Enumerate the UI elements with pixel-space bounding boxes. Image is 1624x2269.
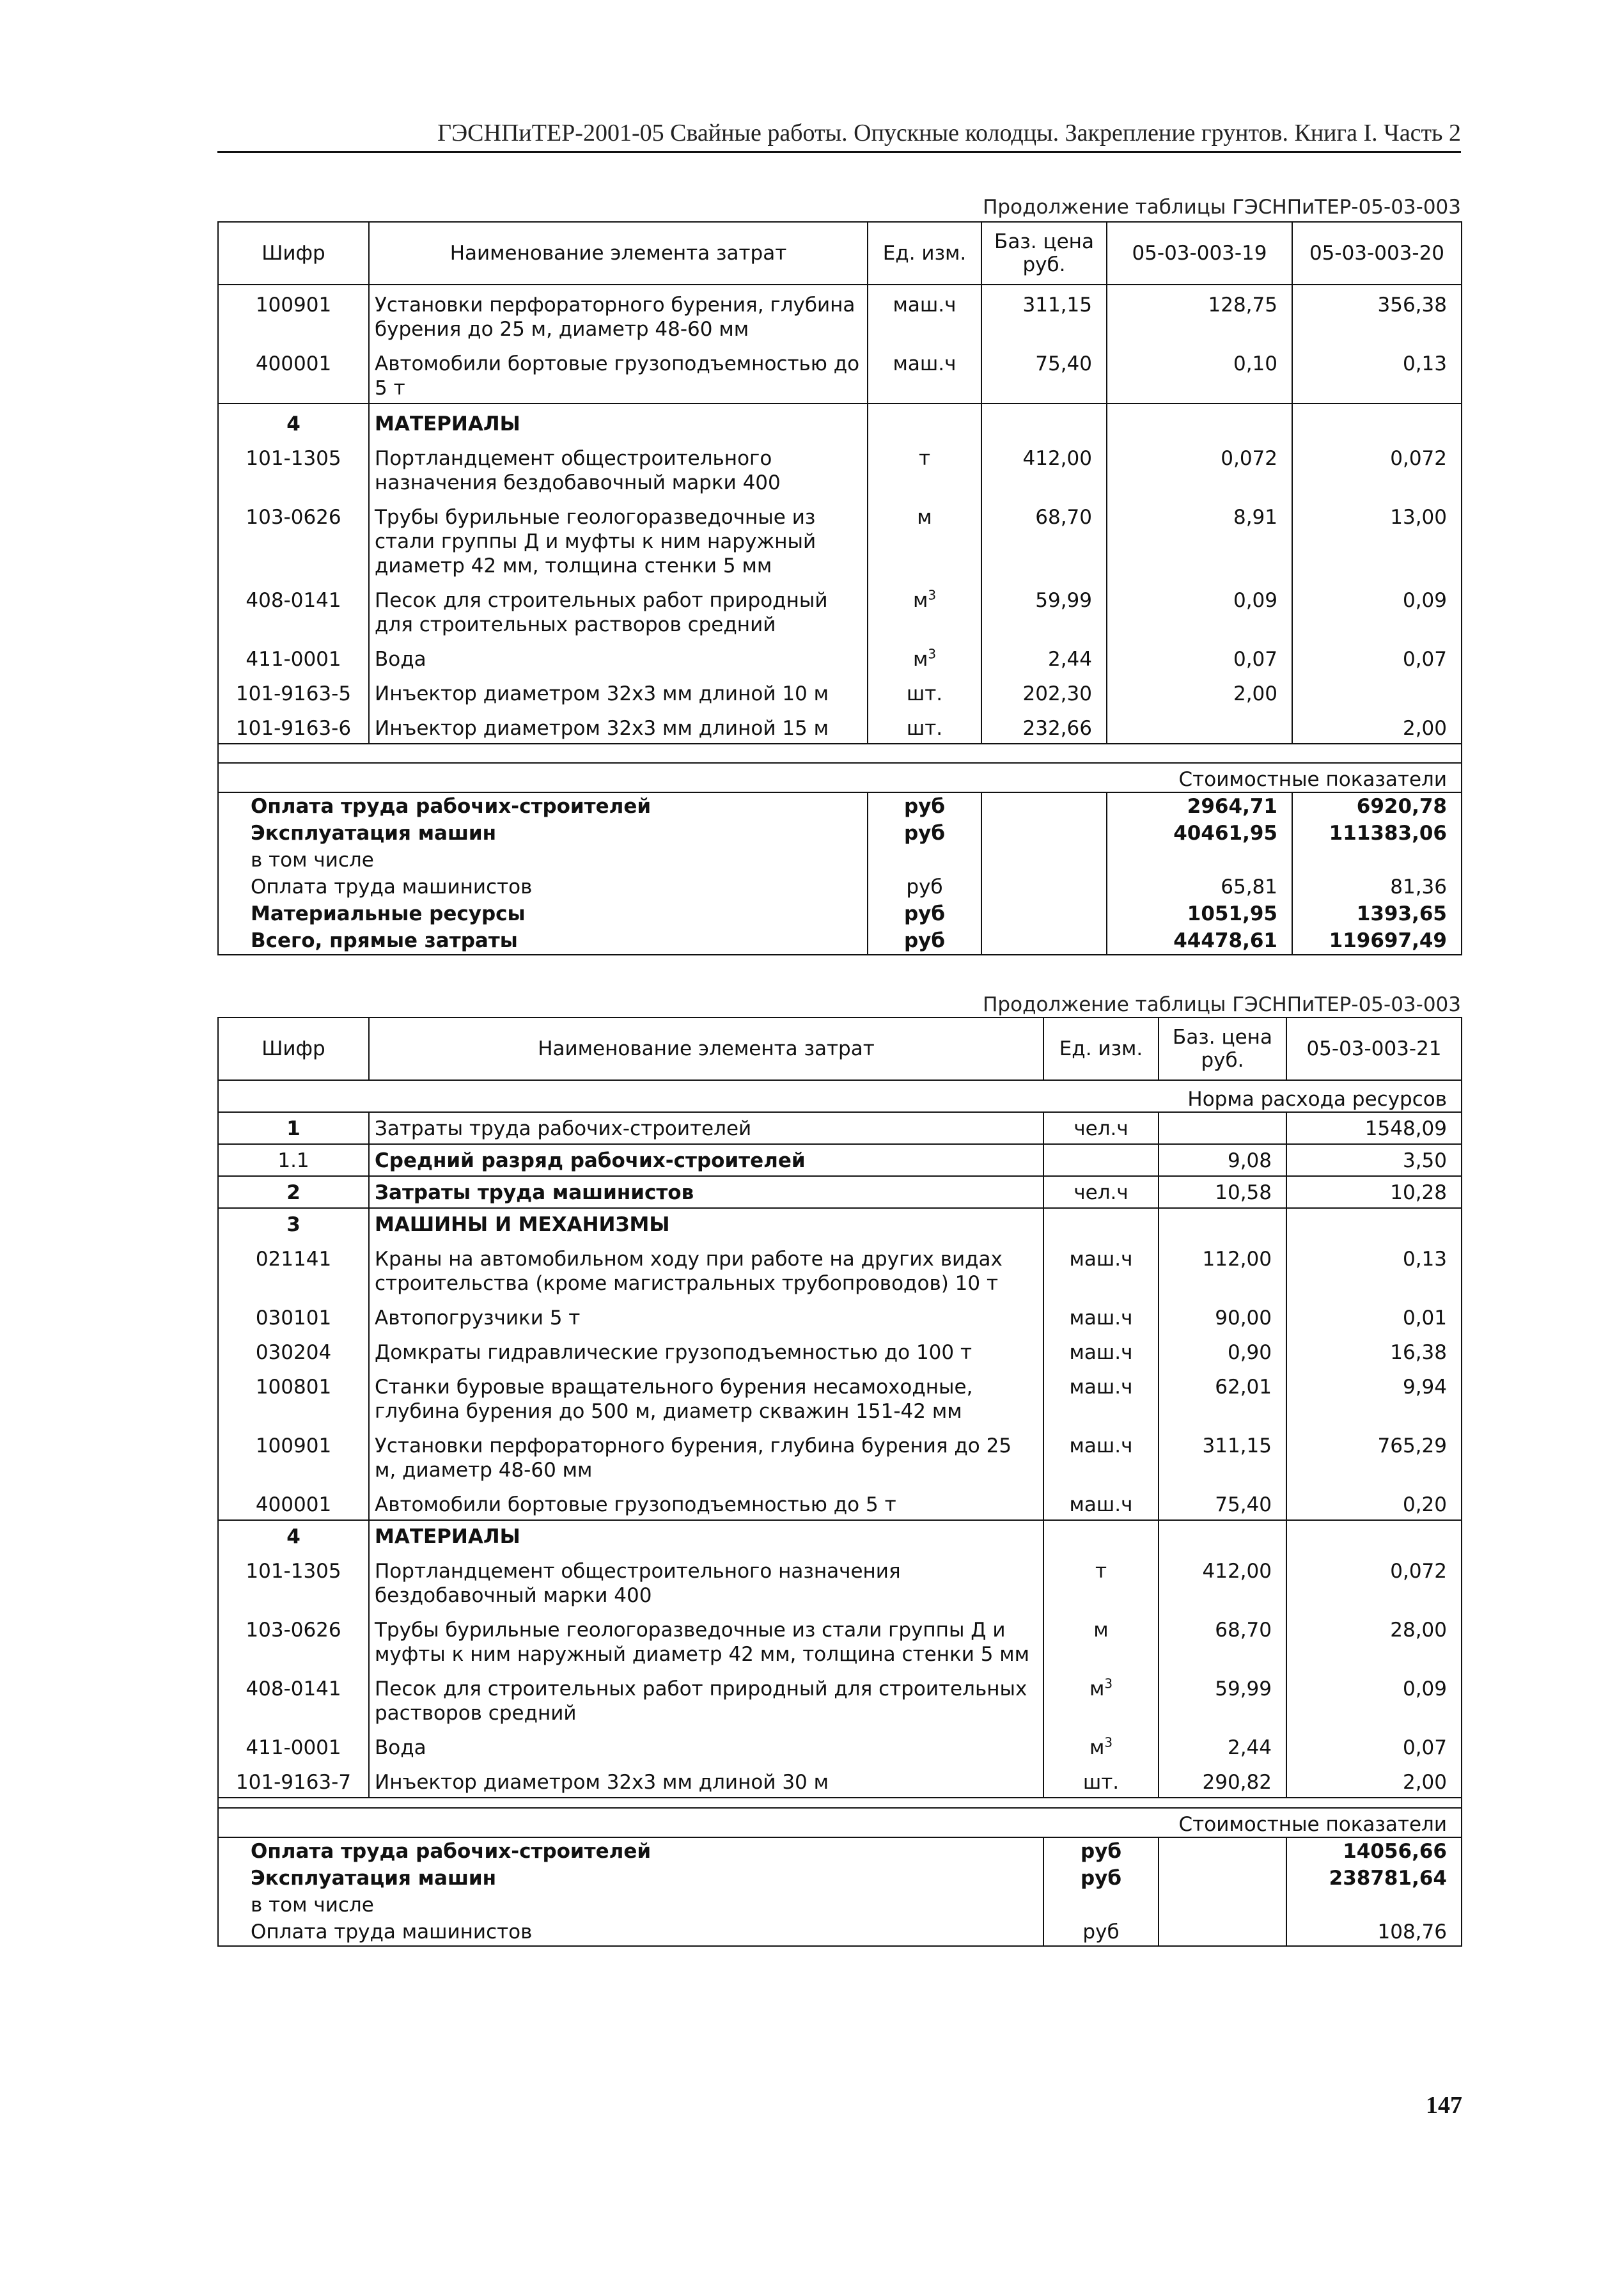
table-row [218,1426,1462,1485]
section-row [218,1520,1462,1551]
row-name: Портландцемент общестроительного назначения бездобавочный марки 400 [369,1551,1043,1610]
cost-value-2: 119697,49 [1292,927,1462,955]
row-value-1: 28,00 [1286,1610,1462,1669]
row-name: Инъектор диаметром 32х3 мм длиной 15 м [369,709,868,744]
cost-unit: руб [1043,1837,1159,1865]
col-header-price: Баз. цена руб. [981,222,1107,285]
row-value-1: 128,75 [1107,285,1292,344]
row-price: 2,44 [981,640,1107,674]
row-price: 68,70 [1159,1610,1286,1669]
table2-caption: Продолжение таблицы ГЭСНПиТЕР-05-03-003 [983,993,1461,1016]
table-row [218,285,1462,344]
row-unit: шт. [1043,1763,1159,1798]
row-price: 112,00 [1159,1239,1286,1298]
cost-heading-row [218,763,1462,792]
row-value-2 [1292,674,1462,709]
row-unit: шт. [868,709,981,744]
norm-heading: Норма расхода ресурсов [218,1080,1462,1112]
row-value-2: 13,00 [1292,498,1462,581]
row-unit: чел.ч [1043,1176,1159,1208]
row-name: Трубы бурильные геологоразведочные из стали группы Д и муфты к ним наружный диаметр 42 мм, толщина стенки 5 мм [369,1610,1043,1669]
header-rule [217,151,1461,153]
table-row [218,1176,1462,1208]
row-value-1: 2,00 [1107,674,1292,709]
row-value-2: 0,072 [1292,439,1462,498]
cost-unit: руб [868,900,981,927]
row-name: Домкраты гидравлические грузоподъемностью до 100 т [369,1333,1043,1367]
cost-row [218,874,1462,900]
row-unit: т [868,439,981,498]
table-row [218,498,1462,581]
row-value-1: 0,072 [1107,439,1292,498]
row-name: Автомобили бортовые грузоподъемностью до 5 т [369,344,868,404]
cost-label: в том числе [218,847,868,874]
row-value-2: 2,00 [1292,709,1462,744]
row-unit: чел.ч [1043,1112,1159,1144]
row-unit: т [1043,1551,1159,1610]
row-name: Инъектор диаметром 32х3 мм длиной 30 м [369,1763,1043,1798]
row-price: 75,40 [1159,1485,1286,1520]
table-row [218,1112,1462,1144]
page-number: 147 [1426,2092,1462,2119]
row-value-1: 16,38 [1286,1333,1462,1367]
row-name: Вода [369,640,868,674]
row-value-1: 0,13 [1286,1239,1462,1298]
cost-label: Материальные ресурсы [218,900,868,927]
col-header-norm-20: 05-03-003-20 [1292,222,1462,285]
table-row [218,1333,1462,1367]
row-name: Краны на автомобильном ходу при работе на других видах строительства (кроме магистральных трубопроводов) 10 т [369,1239,1043,1298]
row-unit: маш.ч [1043,1333,1159,1367]
cost-value-1: 1051,95 [1107,900,1292,927]
row-name: Автопогрузчики 5 т [369,1298,1043,1333]
cost-heading: Стоимостные показатели [218,763,1462,792]
row-name: Затраты труда рабочих-строителей [369,1112,1043,1144]
table2-header-row [218,1017,1462,1080]
cost-unit: руб [868,820,981,847]
col-header-unit: Ед. изм. [1043,1017,1159,1080]
cost-heading-row [218,1808,1462,1837]
row-code: 100901 [218,285,369,344]
cost-row [218,792,1462,820]
table-row [218,581,1462,640]
cost-row [218,820,1462,847]
table-row [218,1728,1462,1763]
row-value-1: 9,94 [1286,1367,1462,1426]
row-price: 75,40 [981,344,1107,404]
cost-label: Оплата труда машинистов [218,1919,1043,1946]
row-price: 59,99 [1159,1669,1286,1728]
col-header-code: Шифр [218,1017,369,1080]
row-unit: м [868,498,981,581]
row-code: 1.1 [218,1144,369,1176]
cost-label: Всего, прямые затраты [218,927,868,955]
row-value-1: 2,00 [1286,1763,1462,1798]
cost-value-1: 2964,71 [1107,792,1292,820]
section-row [218,404,1462,439]
cost-label: Оплата труда рабочих-строителей [218,1837,1043,1865]
table-row [218,1485,1462,1520]
row-price: 2,44 [1159,1728,1286,1763]
row-name: Станки буровые вращательного бурения несамоходные, глубина бурения до 500 м, диаметр скважин 151-42 мм [369,1367,1043,1426]
row-code: 101-9163-6 [218,709,369,744]
row-value-2: 356,38 [1292,285,1462,344]
row-name: Песок для строительных работ природный для строительных растворов средний [369,581,868,640]
cost-row [218,927,1462,955]
cost-unit: руб [868,927,981,955]
cost-row [218,900,1462,927]
table-row [218,1239,1462,1298]
cost-value-2: 81,36 [1292,874,1462,900]
row-unit: маш.ч [1043,1367,1159,1426]
section-title: МАТЕРИАЛЫ [369,404,868,439]
row-value-2: 0,13 [1292,344,1462,404]
row-code: 100801 [218,1367,369,1426]
row-price: 311,15 [1159,1426,1286,1485]
row-name: Портландцемент общестроительного назначения бездобавочный марки 400 [369,439,868,498]
cost-label: в том числе [218,1892,1043,1919]
section-code: 4 [218,1520,369,1551]
table-row [218,1610,1462,1669]
row-code: 030204 [218,1333,369,1367]
row-unit: $м^3$ [868,581,981,640]
row-unit: маш.ч [868,344,981,404]
table-row [218,640,1462,674]
section-row [218,1208,1462,1239]
row-price: 412,00 [981,439,1107,498]
table-row [218,1298,1462,1333]
table-row [218,1144,1462,1176]
section-title: МАТЕРИАЛЫ [369,1520,1043,1551]
row-value-1: 10,28 [1286,1176,1462,1208]
row-price: 59,99 [981,581,1107,640]
cost-label: Оплата труда рабочих-строителей [218,792,868,820]
row-code: 2 [218,1176,369,1208]
cost-value-2: 6920,78 [1292,792,1462,820]
row-price: 232,66 [981,709,1107,744]
table-row [218,1669,1462,1728]
row-code: 100901 [218,1426,369,1485]
row-price: 412,00 [1159,1551,1286,1610]
col-header-norm-19: 05-03-003-19 [1107,222,1292,285]
cost-label: Оплата труда машинистов [218,874,868,900]
table1-header-row [218,222,1462,285]
cost-unit: руб [1043,1919,1159,1946]
row-unit: шт. [868,674,981,709]
row-name: Вода [369,1728,1043,1763]
row-unit: маш.ч [1043,1298,1159,1333]
cost-value-1: 44478,61 [1107,927,1292,955]
cost-row [218,1919,1462,1946]
row-unit: $м^3$ [868,640,981,674]
col-header-unit: Ед. изм. [868,222,981,285]
row-value-1 [1107,709,1292,744]
row-unit: маш.ч [1043,1239,1159,1298]
row-name: Автомобили бортовые грузоподъемностью до 5 т [369,1485,1043,1520]
table1-caption: Продолжение таблицы ГЭСНПиТЕР-05-03-003 [983,196,1461,219]
row-value-1: 0,07 [1286,1728,1462,1763]
cost-heading: Стоимостные показатели [218,1808,1462,1837]
row-code: 103-0626 [218,498,369,581]
row-code: 103-0626 [218,1610,369,1669]
running-header: ГЭСНПиТЕР-2001-05 Свайные работы. Опускные колодцы. Закрепление грунтов. Книга I. Часть 2 [437,120,1461,146]
col-header-norm-21: 05-03-003-21 [1286,1017,1462,1080]
section-code: 3 [218,1208,369,1239]
table1 [217,221,1462,955]
table-row [218,709,1462,744]
cost-value-2: 1393,65 [1292,900,1462,927]
section-code: 4 [218,404,369,439]
cost-row [218,1892,1462,1919]
row-price: 0,90 [1159,1333,1286,1367]
row-code: 400001 [218,1485,369,1520]
row-code: 1 [218,1112,369,1144]
cost-unit: руб [868,874,981,900]
row-value-1: 0,072 [1286,1551,1462,1610]
table-row [218,344,1462,404]
row-price: 202,30 [981,674,1107,709]
table-row [218,439,1462,498]
row-value-1: 0,07 [1107,640,1292,674]
col-header-name: Наименование элемента затрат [369,222,868,285]
row-name: Трубы бурильные геологоразведочные из стали группы Д и муфты к ним наружный диаметр 42 мм, толщина стенки 5 мм [369,498,868,581]
row-value-1: 0,20 [1286,1485,1462,1520]
row-value-1: 0,10 [1107,344,1292,404]
row-value-1: 3,50 [1286,1144,1462,1176]
row-name: Установки перфораторного бурения, глубина бурения до 25 м, диаметр 48-60 мм [369,1426,1043,1485]
cost-value-1: 238781,64 [1286,1865,1462,1892]
row-price: 90,00 [1159,1298,1286,1333]
row-name: Песок для строительных работ природный для строительных растворов средний [369,1669,1043,1728]
row-code: 101-9163-5 [218,674,369,709]
row-unit: м [1043,1610,1159,1669]
row-code: 030101 [218,1298,369,1333]
row-value-1: 765,29 [1286,1426,1462,1485]
row-code: 408-0141 [218,1669,369,1728]
row-price: 311,15 [981,285,1107,344]
row-value-2: 0,07 [1292,640,1462,674]
cost-value-1: 40461,95 [1107,820,1292,847]
row-name: Затраты труда машинистов [369,1176,1043,1208]
row-value-2: 0,09 [1292,581,1462,640]
cost-value-2: 111383,06 [1292,820,1462,847]
cost-row [218,1865,1462,1892]
row-price: 290,82 [1159,1763,1286,1798]
row-name: Инъектор диаметром 32х3 мм длиной 10 м [369,674,868,709]
row-price: 68,70 [981,498,1107,581]
table-row [218,1551,1462,1610]
row-code: 411-0001 [218,640,369,674]
cost-row [218,847,1462,874]
row-name: Средний разряд рабочих-строителей [369,1144,1043,1176]
table-row [218,1367,1462,1426]
cost-unit: руб [1043,1865,1159,1892]
cost-value-1: 108,76 [1286,1919,1462,1946]
cost-unit: руб [868,792,981,820]
row-code: 101-1305 [218,1551,369,1610]
row-unit: маш.ч [1043,1485,1159,1520]
row-unit: $м^3$ [1043,1728,1159,1763]
col-header-code: Шифр [218,222,369,285]
col-header-price: Баз. цена руб. [1159,1017,1286,1080]
col-header-name: Наименование элемента затрат [369,1017,1043,1080]
row-code: 101-1305 [218,439,369,498]
spacer-row [218,744,1462,763]
row-unit: $м^3$ [1043,1669,1159,1728]
row-unit: маш.ч [868,285,981,344]
cost-label: Эксплуатация машин [218,820,868,847]
row-unit: маш.ч [1043,1426,1159,1485]
row-price: 10,58 [1159,1176,1286,1208]
cost-value-1: 65,81 [1107,874,1292,900]
row-value-1: 0,09 [1107,581,1292,640]
row-value-1: 8,91 [1107,498,1292,581]
cost-value-1: 14056,66 [1286,1837,1462,1865]
row-value-1: 0,09 [1286,1669,1462,1728]
cost-label: Эксплуатация машин [218,1865,1043,1892]
row-name: Установки перфораторного бурения, глубина бурения до 25 м, диаметр 48-60 мм [369,285,868,344]
cost-row [218,1837,1462,1865]
row-value-1: 0,01 [1286,1298,1462,1333]
table2 [217,1017,1462,1947]
spacer-row [218,1798,1462,1808]
row-price: 62,01 [1159,1367,1286,1426]
row-code: 411-0001 [218,1728,369,1763]
norm-heading-row [218,1080,1462,1112]
table-row [218,674,1462,709]
row-code: 408-0141 [218,581,369,640]
section-title: МАШИНЫ И МЕХАНИЗМЫ [369,1208,1043,1239]
row-value-1: 1548,09 [1286,1112,1462,1144]
row-code: 101-9163-7 [218,1763,369,1798]
table-row [218,1763,1462,1798]
row-code: 021141 [218,1239,369,1298]
row-price: 9,08 [1159,1144,1286,1176]
row-code: 400001 [218,344,369,404]
